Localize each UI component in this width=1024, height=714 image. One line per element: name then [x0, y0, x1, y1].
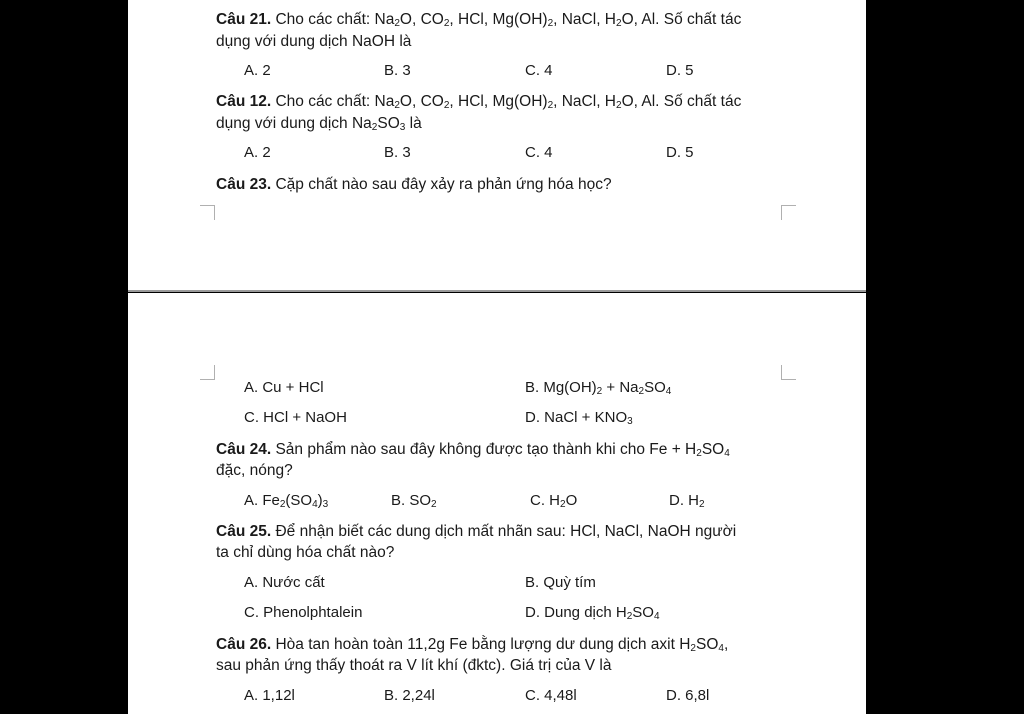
q12-line2-b: SO [377, 115, 400, 132]
q12-text-a: Cho các chất: Na [271, 93, 395, 110]
q26-sub4: 4 [718, 643, 724, 654]
q24-text-b: SO [701, 441, 725, 458]
q21-option-a: A. 2 [244, 62, 271, 79]
q12-line2-sub3: 3 [399, 122, 406, 133]
q23-optb-sub2b: 2 [638, 386, 645, 397]
question-21-label: Câu 21. [216, 11, 272, 28]
q24-option-b [391, 491, 437, 511]
q12-sub-d: 2 [616, 100, 622, 111]
q23-optd-a: D. NaCl + KNO [525, 409, 628, 426]
q23-option-c: C. HCl + NaOH [244, 409, 347, 426]
question-24-line-2: đặc, nóng? [216, 462, 293, 479]
q12-option-a: A. 2 [244, 144, 271, 161]
q12-text-e: O, Al. Số chất tác [621, 93, 742, 110]
q12-line2-sub2: 2 [371, 122, 378, 133]
q24-opta-sub4: 4 [312, 499, 318, 510]
q23-optb-a: B. Mg(OH) [525, 379, 597, 396]
q21-option-b: B. 3 [384, 62, 411, 79]
q12-line2-a: dụng với dung dịch Na [216, 115, 372, 132]
q25-option-c: C. Phenolphtalein [244, 604, 363, 621]
question-26-line-1 [216, 635, 728, 655]
question-12-line-2 [216, 114, 422, 134]
crop-mark-bottom-left [200, 365, 215, 380]
q25-option-a: A. Nước cất [244, 574, 325, 591]
q24-optc-a: C. H [530, 492, 560, 509]
q24-optb-sub2: 2 [431, 499, 437, 510]
question-23-label: Câu 23. [216, 176, 272, 193]
q24-opta-sub3: 3 [322, 499, 329, 510]
q25-option-d [525, 603, 660, 623]
q24-option-d [669, 491, 705, 511]
q12-option-c: C. 4 [525, 144, 553, 161]
q24-opta-b: (SO [285, 492, 313, 509]
q23-optd-sub3: 3 [627, 416, 633, 427]
q21-text-b: O, CO [399, 11, 444, 28]
q21-sub-a: 2 [394, 18, 400, 29]
q21-sub-d: 2 [616, 18, 622, 29]
q25-text: Để nhận biết các dung dịch mất nhãn sau: HCl, NaCl, NaOH người [271, 523, 737, 540]
question-21-line-2: dụng với dung dịch NaOH là [216, 33, 412, 50]
crop-mark-top-left [200, 205, 215, 220]
q12-option-d: D. 5 [666, 144, 694, 161]
q23-option-b [525, 378, 671, 398]
question-12-line-1 [216, 92, 741, 112]
q23-text: Cặp chất nào sau đây xảy ra phản ứng hóa học? [271, 176, 612, 193]
q25-optd-a: D. Dung dịch H [525, 604, 627, 621]
q24-opta-a: A. Fe [244, 492, 280, 509]
q23-optb-sub2a: 2 [596, 386, 603, 397]
q26-text-c: , [723, 636, 729, 653]
question-21-line-1 [216, 10, 741, 30]
q12-sub-b: 2 [443, 100, 450, 111]
question-26-label: Câu 26. [216, 636, 272, 653]
q21-text-c: , HCl, Mg(OH) [449, 11, 548, 28]
q24-option-a [244, 491, 328, 511]
q24-opta-c: ) [317, 492, 323, 509]
q12-sub-a: 2 [394, 100, 400, 111]
q21-option-c: C. 4 [525, 62, 553, 79]
q26-option-a: A. 1,12l [244, 687, 295, 704]
q24-optb-a: B. SO [391, 492, 432, 509]
q12-option-b: B. 3 [384, 144, 411, 161]
q24-optc-b: O [565, 492, 578, 509]
q12-text-b: O, CO [399, 93, 444, 110]
q24-option-c [530, 491, 577, 511]
q12-text-c: , HCl, Mg(OH) [449, 93, 548, 110]
q23-optb-b: + Na [602, 379, 639, 396]
q26-text-b: SO [695, 636, 719, 653]
q24-optd-a: D. H [669, 492, 699, 509]
q25-optd-b: SO [632, 604, 654, 621]
q21-option-d: D. 5 [666, 62, 694, 79]
q12-line2-c: là [405, 115, 422, 132]
q26-sub2: 2 [690, 643, 696, 654]
question-24-label: Câu 24. [216, 441, 272, 458]
q26-text-a: Hòa tan hoàn toàn 11,2g Fe bằng lượng dư dung dịch axit H [271, 636, 691, 653]
question-12-label: Câu 12. [216, 93, 272, 110]
q23-optb-c: SO [644, 379, 666, 396]
question-24-line-1 [216, 440, 730, 460]
q21-text-a: Cho các chất: Na [271, 11, 395, 28]
q24-optd-sub2: 2 [699, 499, 705, 510]
q26-option-b: B. 2,24l [384, 687, 435, 704]
q24-text-a: Sản phẩm nào sau đây không được tạo thành khi cho Fe + H [271, 441, 697, 458]
page-divider [128, 290, 866, 292]
q25-optd-sub2: 2 [626, 611, 633, 622]
q12-sub-c: 2 [547, 100, 554, 111]
question-26-line-2: sau phản ứng thấy thoát ra V lít khí (đktc). Giá trị của V là [216, 657, 612, 674]
crop-mark-top-right [781, 205, 796, 220]
q25-option-b: B. Quỳ tím [525, 574, 596, 591]
question-25-line-1 [216, 522, 736, 542]
q12-text-d: , NaCl, H [553, 93, 616, 110]
q24-opta-sub2: 2 [279, 499, 286, 510]
q25-optd-sub4: 4 [653, 611, 660, 622]
q23-optb-sub4: 4 [665, 386, 672, 397]
question-23-line-1 [216, 175, 612, 195]
question-25-line-2: ta chỉ dùng hóa chất nào? [216, 544, 395, 561]
q23-option-d [525, 408, 633, 428]
q24-sub4: 4 [724, 448, 730, 459]
q21-text-e: O, Al. Số chất tác [621, 11, 742, 28]
q23-option-a: A. Cu + HCl [244, 379, 324, 396]
q24-sub2: 2 [696, 448, 702, 459]
q26-option-d: D. 6,8l [666, 687, 710, 704]
q21-text-d: , NaCl, H [553, 11, 616, 28]
q24-optc-sub2: 2 [560, 499, 566, 510]
q26-option-c: C. 4,48l [525, 687, 577, 704]
q21-sub-c: 2 [547, 18, 554, 29]
crop-mark-bottom-right [781, 365, 796, 380]
question-25-label: Câu 25. [216, 523, 272, 540]
q21-sub-b: 2 [443, 18, 450, 29]
